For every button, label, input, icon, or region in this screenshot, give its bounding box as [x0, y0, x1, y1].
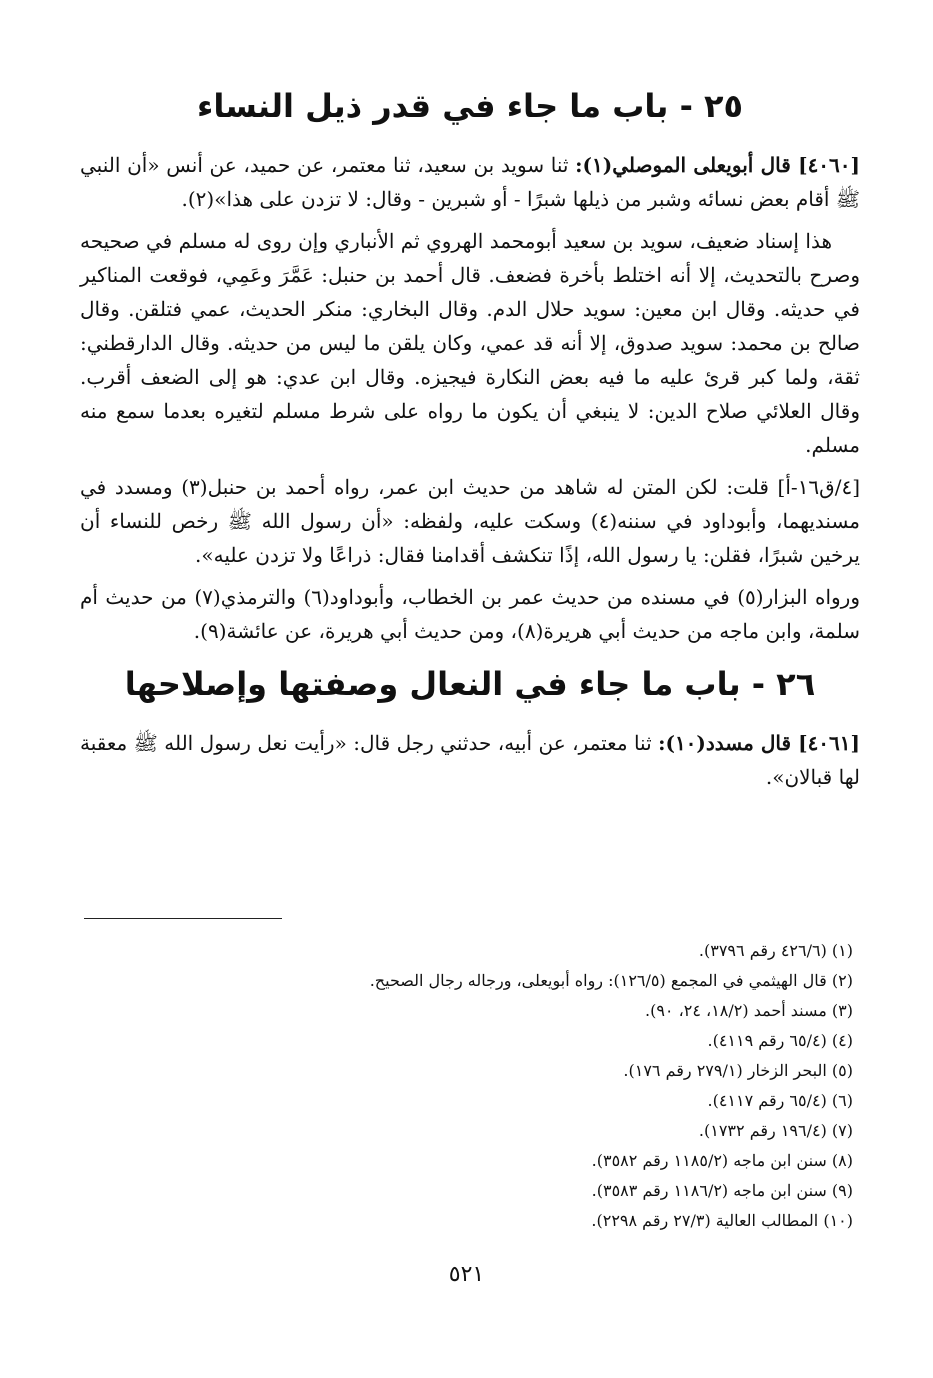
hadith-4060-lead: [٤٠٦٠] قال أبويعلى الموصلي(١): [575, 153, 860, 177]
footnote: (٧) (١٩٦/٤ رقم ١٧٣٢). [698, 1121, 853, 1140]
footnote: (٥) البحر الزخار (٢٧٩/١ رقم ١٧٦). [623, 1061, 853, 1080]
footnote: (٢) قال الهيثمي في المجمع (١٢٦/٥): رواه أبويعلى، ورجاله رجال الصحيح. [369, 971, 853, 990]
footnote: (٨) سنن ابن ماجه (١١٨٥/٢ رقم ٣٥٨٢). [591, 1151, 853, 1170]
commentary-paragraph: هذا إسناد ضعيف، سويد بن سعيد أبومحمد الهروي ثم الأنباري وإن روى له مسلم في صحيحه وصرح بالتحديث، إلا أنه اختلط بأخرة فضعف. قال أحمد بن حنبل: عَمَّرَ وعَمِي، فوقعت المناكير في حديثه. وقال ابن معين: سويد حلال الدم. وقال البخاري: منكر الحديث، عمي فتلقن. وقال صالح بن محمد: سويد صدوق، إلا أنه قد عمي، وكان يلقن ما ليس من حديثه. وقال الدارقطني: ثقة، ولما كبر قرئ عليه ما فيه بعض النكارة فيجيزه. وقال ابن عدي: هو إلى الضعف أقرب. وقال العلائي صلاح الدين: لا ينبغي أن يكون ما رواه على شرط مسلم لتغيره بعدما سمع منه مسلم. [80, 229, 860, 457]
page-number: ٥٢١ [448, 1262, 485, 1287]
hadith-4060 [80, 148, 860, 216]
footnote: (٦) (٦٥/٤ رقم ٤١١٧). [707, 1091, 853, 1110]
hadith-4061-text: ثنا معتمر، عن أبيه، حدثني رجل قال: «رأيت نعل رسول الله ﷺ معقبة لها قبالان». [80, 731, 860, 789]
footnote: (٤) (٦٥/٤ رقم ٤١١٩). [707, 1031, 853, 1050]
footnote: (١٠) المطالب العالية (٢٧/٣ رقم ٢٢٩٨). [591, 1211, 853, 1230]
hadith-4060-text: ثنا سويد بن سعيد، ثنا معتمر، عن حميد، عن أنس «أن النبي ﷺ أقام بعض نسائه وشبر من ذيلها شبرًا - أو شبرين - وقال: لا تزدن على هذا»(٢). [80, 153, 860, 211]
footnote: (١) (٤٢٦/٦ رقم ٣٧٩٦). [698, 941, 853, 960]
footnote: (٣) مسند أحمد (١٨/٢، ٢٤، ٩٠). [644, 1001, 853, 1020]
footnotes [73, 936, 853, 1236]
commentary-paragraph: [٤/ق١٦-أ] قلت: لكن المتن له شاهد من حديث ابن عمر، رواه أحمد بن حنبل(٣) ومسدد في مسنديهما، وأبوداود في سننه(٤) وسكت عليه، ولفظه: «أن رسول الله ﷺ رخص للنساء أن يرخين شبرًا، فقلن: يا رسول الله، إذًا تنكشف أقدامنا فقال: ذراعًا ولا تزدن عليه». [80, 475, 860, 567]
chapter-title-26: ٢٦ - باب ما جاء في النعال وصفتها وإصلاحها [124, 665, 816, 703]
hadith-4061-lead: [٤٠٦١] قال مسدد(١٠): [658, 731, 860, 755]
chapter-title-25: ٢٥ - باب ما جاء في قدر ذيل النساء [196, 87, 744, 125]
footnote: (٩) سنن ابن ماجه (١١٨٦/٢ رقم ٣٥٨٣). [591, 1181, 853, 1200]
hadith-4061 [80, 726, 860, 794]
commentary-paragraph: ورواه البزار(٥) في مسنده من حديث عمر بن الخطاب، وأبوداود(٦) والترمذي(٧) من حديث أم سلمة، وابن ماجه من حديث أبي هريرة(٨)، ومن حديث أبي هريرة، عن عائشة(٩). [80, 585, 860, 643]
page-body [80, 78, 860, 802]
footnote-separator [84, 918, 282, 919]
